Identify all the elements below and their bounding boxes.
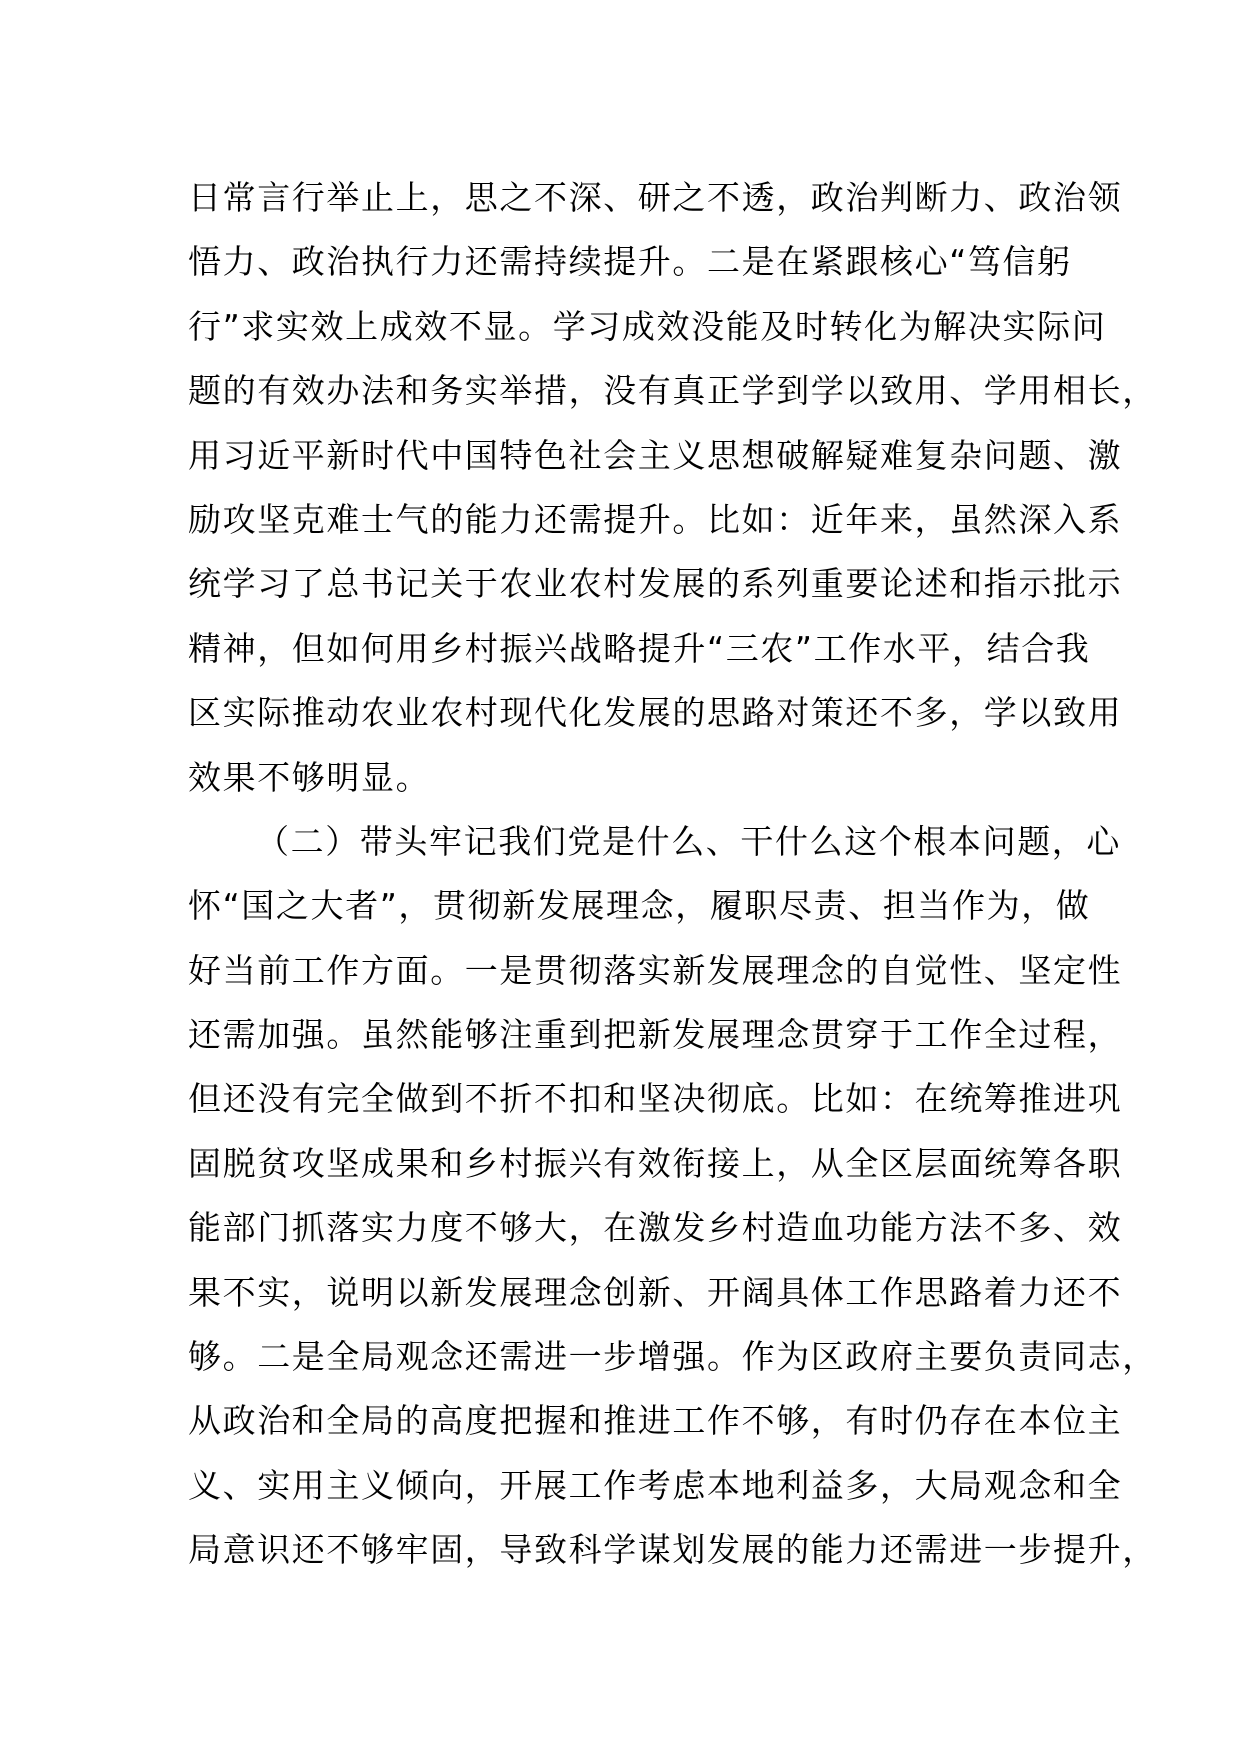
text-line: 用习近平新时代中国特色社会主义思想破解疑难复杂问题、激 xyxy=(188,435,1123,475)
text-line: 固脱贫攻坚成果和乡村振兴有效衔接上，从全区层面统筹各职 xyxy=(188,1143,1123,1183)
text-line: 统学习了总书记关于农业农村发展的系列重要论述和指示批示 xyxy=(188,564,1123,604)
section-heading-line: （二）带头牢记我们党是什么、干什么这个根本问题，心 xyxy=(256,821,1121,861)
text-line: 从政治和全局的高度把握和推进工作不够，有时仍存在本位主 xyxy=(188,1401,1123,1441)
text-line: 区实际推动农业农村现代化发展的思路对策还不多，学以致用 xyxy=(188,693,1123,733)
text-line: 效果不够明显。 xyxy=(188,757,431,797)
text-line: 日常言行举止上，思之不深、研之不透，政治判断力、政治领 xyxy=(188,178,1123,217)
text-line: 励攻坚克难士气的能力还需提升。比如：近年来，虽然深入系 xyxy=(188,499,1123,539)
text-line: 义、实用主义倾向，开展工作考虑本地利益多，大局观念和全 xyxy=(188,1465,1123,1505)
text-line: 悟力、政治执行力还需持续提升。二是在紧跟核心“笃信躬 xyxy=(188,242,1072,282)
text-line: 还需加强。虽然能够注重到把新发展理念贯穿于工作全过程， xyxy=(188,1015,1123,1055)
text-line: 题的有效办法和务实举措，没有真正学到学以致用、学用相长， xyxy=(188,371,1157,411)
text-line: 但还没有完全做到不折不扣和坚决彻底。比如：在统筹推进巩 xyxy=(188,1079,1123,1119)
text-line: 行”求实效上成效不显。学习成效没能及时转化为解决实际问 xyxy=(188,306,1107,346)
text-line: 精神，但如何用乡村振兴战略提升“三农”工作水平，结合我 xyxy=(188,628,1091,668)
body-text xyxy=(188,166,1157,1583)
text-line: 好当前工作方面。一是贯彻落实新发展理念的自觉性、坚定性 xyxy=(188,950,1123,990)
text-line: 果不实，说明以新发展理念创新、开阔具体工作思路着力还不 xyxy=(188,1272,1123,1312)
text-line: 够。二是全局观念还需进一步增强。作为区政府主要负责同志， xyxy=(188,1337,1157,1377)
text-line: 能部门抓落实力度不够大，在激发乡村造血功能方法不多、效 xyxy=(188,1208,1123,1248)
text-line: 局意识还不够牢固，导致科学谋划发展的能力还需进一步提升， xyxy=(188,1530,1157,1570)
text-line: 怀“国之大者”，贯彻新发展理念，履职尽责、担当作为，做 xyxy=(188,886,1091,926)
